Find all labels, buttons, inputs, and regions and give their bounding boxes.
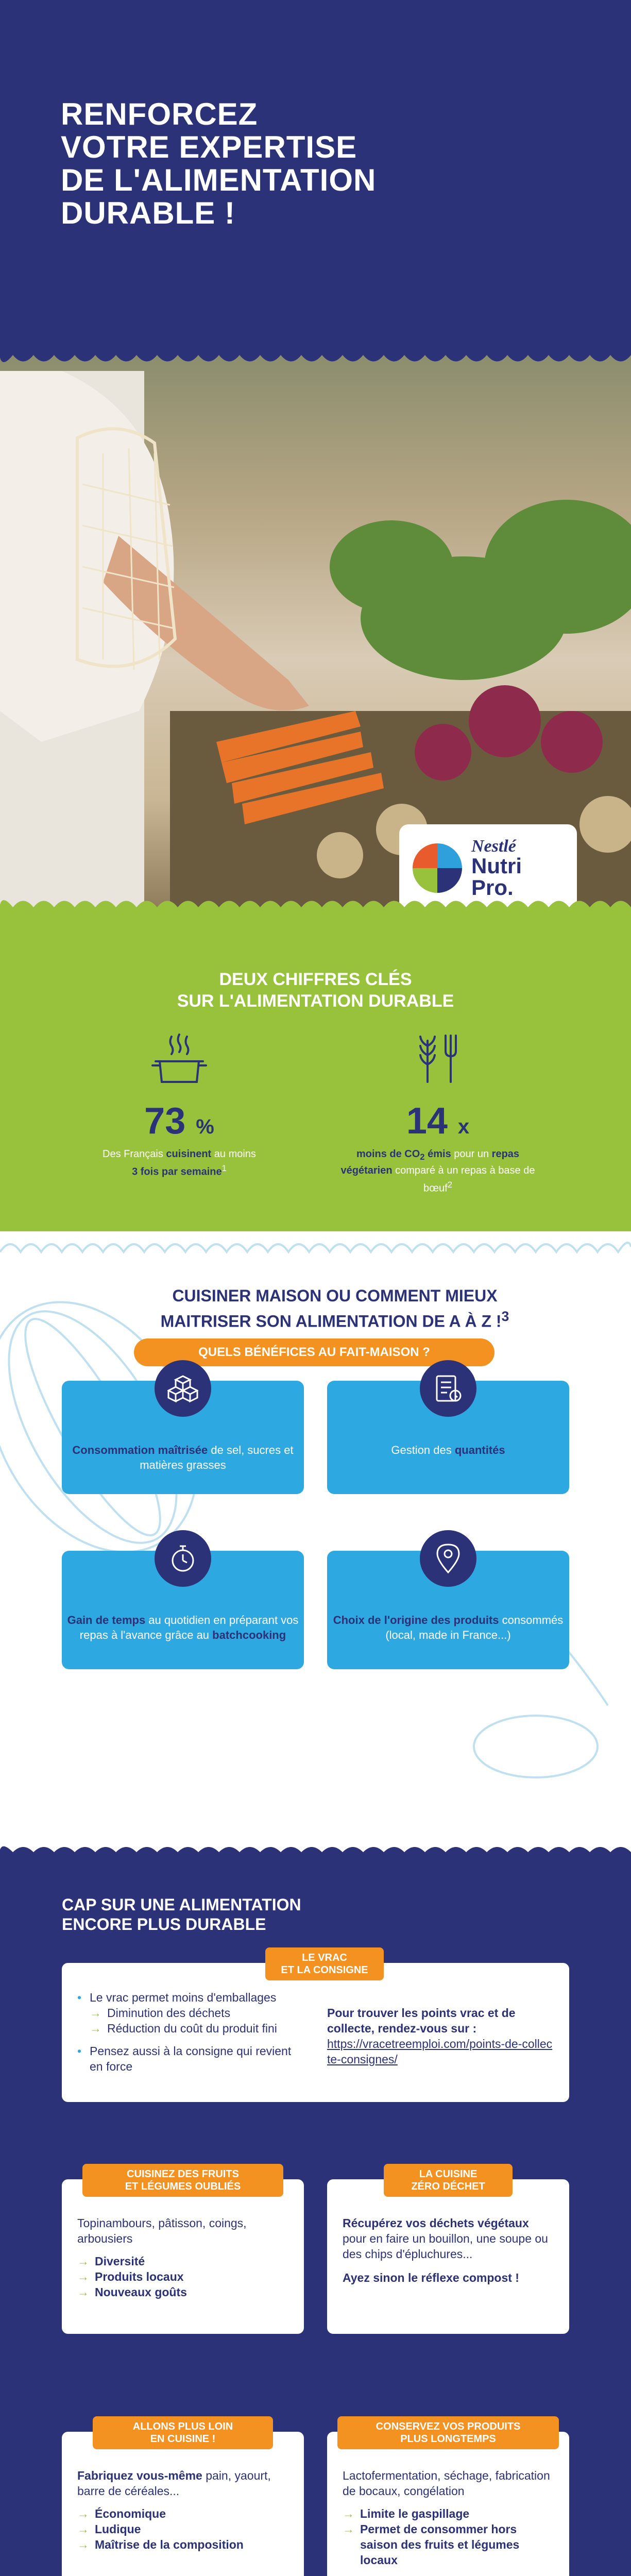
tag-forgotten-vegetables: CUISINEZ DES FRUITS ET LÉGUMES OUBLIÉS <box>82 2164 283 2197</box>
benefit-card-time: Gain de temps au quotidien en préparant vos repas à l'avance grâce au batchcooking <box>62 1551 304 1669</box>
benefit-card-quantities: Gestion des quantités <box>327 1381 569 1494</box>
hero-title-line: RENFORCEZ <box>61 97 258 131</box>
market-photo <box>0 350 631 912</box>
figure-co2 <box>340 1030 536 1196</box>
go-further-text: Fabriquez vous-même pain, yaourt, barre de céréales... <box>77 2469 271 2498</box>
benefit-item: → Produits locaux <box>77 2269 288 2284</box>
sugar-cubes-icon <box>155 1360 211 1417</box>
benefit-item: → Limite le gaspillage <box>343 2506 554 2521</box>
hero-title-line: DE L'ALIMENTATION <box>61 163 377 197</box>
cooking-pot-icon <box>148 1030 210 1087</box>
tag-go-further: ALLONS PLUS LOIN EN CUISINE ! <box>93 2416 273 2449</box>
preserve-text: Lactofermentation, séchage, fabrication de bocaux, congélation <box>343 2469 550 2498</box>
vrac-benefit: → Réduction du coût du produit fini <box>90 2021 294 2036</box>
logo-line-2: Nutri Pro. <box>471 854 522 900</box>
hero-title-line: VOTRE EXPERTISE <box>61 130 357 164</box>
benefit-item: → Nouveaux goûts <box>77 2284 288 2300</box>
vrac-point: • Le vrac permet moins d'emballages <box>77 1990 294 2005</box>
cap-title: CAP SUR UNE ALIMENTATION ENCORE PLUS DURABLE <box>62 1895 301 1934</box>
scallop-edge-bottom <box>0 892 631 912</box>
card-forgotten-vegetables <box>62 2168 304 2334</box>
wheat-fork-icon <box>407 1030 469 1087</box>
cooking-section <box>0 1231 631 1860</box>
figure-value: 73 % <box>144 1100 214 1142</box>
card-vrac <box>62 1952 569 2102</box>
hero-section <box>0 0 631 350</box>
benefit-item: → Permet de consommer hors saison des fruits et légumes locaux <box>343 2521 554 2568</box>
forgotten-vegetables-text: Topinambours, pâtisson, coings, arbousiers <box>77 2216 247 2245</box>
figure-value: 14 x <box>406 1100 470 1142</box>
vrac-info: Pour trouver les points vrac et de collecte, rendez-vous sur : <box>327 2006 516 2035</box>
checklist-icon <box>420 1360 476 1417</box>
scallop-edge <box>0 1839 631 1860</box>
card-go-further <box>62 2421 304 2576</box>
tag-vrac: LE VRAC ET LA CONSIGNE <box>265 1947 384 1980</box>
hero-title-line: DURABLE ! <box>61 196 235 230</box>
key-figures-section <box>0 912 631 1231</box>
hero-title <box>61 98 524 230</box>
logo-mark-icon <box>413 843 462 893</box>
card-preserve <box>327 2421 569 2576</box>
logo-line-1: Nestlé <box>471 837 516 856</box>
compost-tip: Ayez sinon le réflexe compost ! <box>343 2271 519 2284</box>
benefit-item: → Économique <box>77 2506 288 2521</box>
benefit-item: → Diversité <box>77 2253 288 2269</box>
stopwatch-icon <box>155 1530 211 1587</box>
vrac-collection-link[interactable]: https://vracetreemploi.com/points-de-collecte-consignes/ <box>327 2037 553 2066</box>
benefits-pill: QUELS BÉNÉFICES AU FAIT-MAISON ? <box>134 1338 494 1366</box>
benefit-card-origin: Choix de l'origine des produits consommés (local, made in France...) <box>327 1551 569 1669</box>
scallop-edge-top <box>0 350 631 370</box>
figure-description: Des Français cuisinent au moins 3 fois par semaine$^1$ <box>103 1148 256 1178</box>
sustainable-food-section <box>0 1860 631 2576</box>
tag-zero-waste: LA CUISINE ZÉRO DÉCHET <box>384 2164 513 2197</box>
tag-preserve: CONSERVEZ VOS PRODUITS PLUS LONGTEMPS <box>337 2416 559 2449</box>
zero-waste-text: Récupérez vos déchets végétaux pour en faire un bouillon, une soupe ou des chips d'épluchures... <box>343 2216 548 2261</box>
figure-description: moins de $CO_2$ émis pour un repas végétarien comparé à un repas à base de bœuf$^2$ <box>340 1148 535 1194</box>
benefit-card-salt: Consommation maîtrisée de sel, sucres et matières grasses <box>62 1381 304 1494</box>
vrac-point: • Pensez aussi à la consigne qui revient en force <box>77 2043 294 2074</box>
vrac-benefit: → Diminution des déchets <box>90 2005 294 2021</box>
cooking-title: CUISINER MAISON OU COMMENT MIEUX MAITRISER SON ALIMENTATION DE A À Z !$^3$ <box>160 1286 509 1331</box>
figure-cooking <box>81 1030 277 1179</box>
location-pin-icon <box>420 1530 476 1587</box>
card-zero-waste <box>327 2168 569 2334</box>
key-figures-title: DEUX CHIFFRES CLÉS SUR L'ALIMENTATION DURABLE <box>177 970 454 1011</box>
benefit-item: → Ludique <box>77 2521 288 2537</box>
benefit-item: → Maîtrise de la composition <box>77 2537 288 2552</box>
